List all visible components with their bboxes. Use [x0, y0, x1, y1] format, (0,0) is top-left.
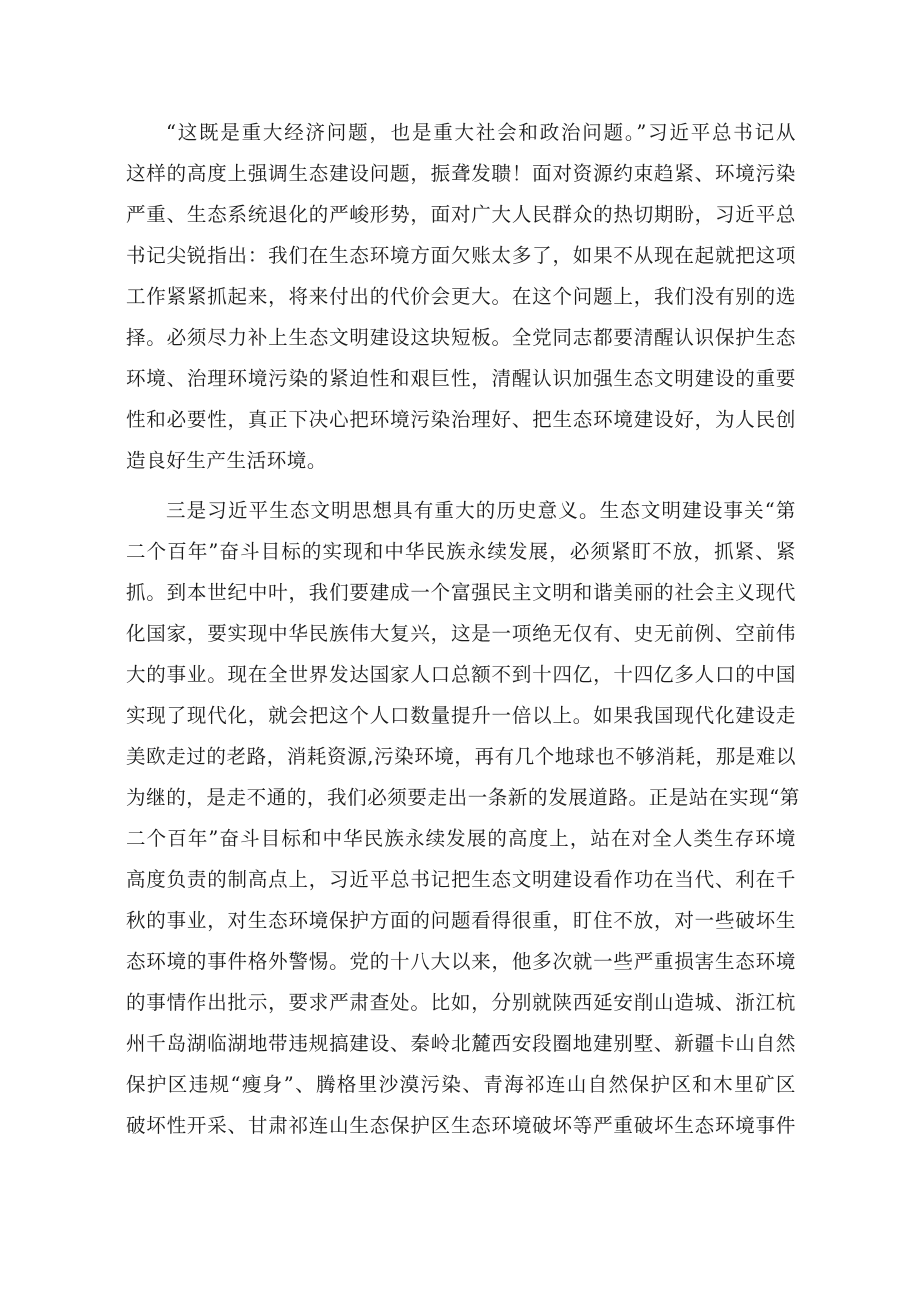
paragraph-line: 这样的高度上强调生态建设问题，振聋发聩！面对资源约束趋紧、环境污染: [126, 162, 796, 185]
paragraph-line: 为继的，是走不通的，我们必须要走出一条新的发展道路。正是站在实现“第: [126, 786, 800, 809]
paragraph-line: 择。必须尽力补上生态文明建设这块短板。全党同志都要清醒认识保护生态: [126, 326, 796, 349]
paragraph-line: 书记尖锐指出：我们在生态环境方面欠账太多了，如果不从现在起就把这项: [126, 244, 796, 267]
paragraph-line: 态环境的事件格外警惕。党的十八大以来，他多次就一些严重损害生态环境: [126, 950, 796, 973]
paragraph-line: 大的事业。现在全世界发达国家人口总额不到十四亿，十四亿多人口的中国: [126, 663, 796, 686]
paragraph-line: 三是习近平生态文明思想具有重大的历史意义。生态文明建设事关“第: [166, 499, 796, 522]
paragraph-line: 保护区违规“瘦身”、腾格里沙漠污染、青海祁连山自然保护区和木里矿区: [126, 1073, 796, 1096]
paragraph-line: 州千岛湖临湖地带违规搞建设、秦岭北麓西安段圈地建别墅、新疆卡山自然: [126, 1032, 796, 1055]
paragraph-line: 化国家，要实现中华民族伟大复兴，这是一项绝无仅有、史无前例、空前伟: [126, 622, 796, 645]
paragraph-line: 的事情作出批示，要求严肃查处。比如，分别就陕西延安削山造城、浙江杭: [126, 991, 796, 1014]
paragraph-line: 工作紧紧抓起来，将来付出的代价会更大。在这个问题上，我们没有别的选: [126, 285, 796, 308]
document-body: [126, 112, 800, 1146]
paragraph-2: [126, 490, 800, 1146]
paragraph-line: 造良好生产生活环境。: [126, 449, 328, 472]
paragraph-line: 秋的事业，对生态环境保护方面的问题看得很重，盯住不放，对一些破坏生: [126, 909, 796, 932]
paragraph-line: 性和必要性，真正下决心把环境污染治理好、把生态环境建设好，为人民创: [126, 408, 796, 431]
paragraph-line: 高度负责的制高点上，习近平总书记把生态文明建设看作功在当代、利在千: [126, 868, 796, 891]
paragraph-1: [126, 112, 796, 481]
paragraph-line: “这既是重大经济问题，也是重大社会和政治问题。”习近平总书记从: [166, 121, 796, 144]
paragraph-line: 二个百年”奋斗目标和中华民族永续发展的高度上，站在对全人类生存环境: [126, 827, 796, 850]
paragraph-line: 严重、生态系统退化的严峻形势，面对广大人民群众的热切期盼，习近平总: [126, 203, 796, 226]
paragraph-line: 环境、治理环境污染的紧迫性和艰巨性，清醒认识加强生态文明建设的重要: [126, 367, 796, 390]
paragraph-line: 美欧走过的老路，消耗资源,污染环境，再有几个地球也不够消耗，那是难以: [126, 745, 797, 768]
paragraph-line: 二个百年”奋斗目标的实现和中华民族永续发展，必须紧盯不放，抓紧、紧: [126, 540, 796, 563]
paragraph-line: 实现了现代化，就会把这个人口数量提升一倍以上。如果我国现代化建设走: [126, 704, 796, 727]
paragraph-line: 抓。到本世纪中叶，我们要建成一个富强民主文明和谐美丽的社会主义现代: [126, 581, 796, 604]
paragraph-line: 破坏性开采、甘肃祁连山生态保护区生态环境破坏等严重破坏生态环境事件: [126, 1114, 796, 1137]
